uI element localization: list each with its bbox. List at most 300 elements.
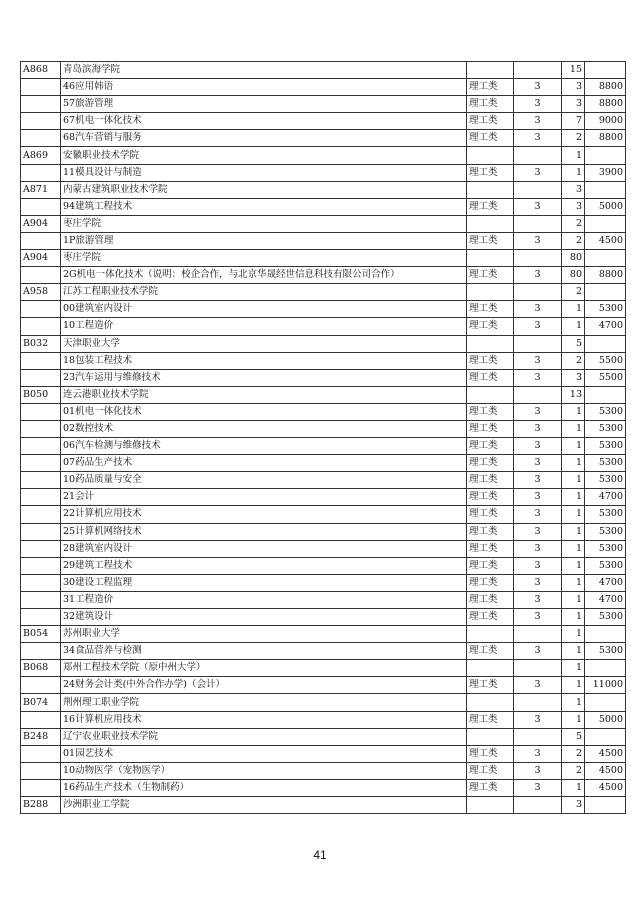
school-major-name-cell: 31工程造价 xyxy=(61,591,467,608)
tuition-fee-cell: 5300 xyxy=(585,403,626,420)
table-row-school xyxy=(21,694,626,711)
plan-count-cell: 5 xyxy=(562,728,585,745)
tuition-fee-cell: 5500 xyxy=(585,352,626,369)
table-row-major xyxy=(21,643,626,660)
table-row-major xyxy=(21,113,626,130)
tuition-fee-cell: 4500 xyxy=(585,232,626,249)
tuition-fee-cell: 5000 xyxy=(585,198,626,215)
study-years-cell: 3 xyxy=(514,352,562,369)
school-major-name-cell: 江苏工程职业技术学院 xyxy=(61,284,467,301)
table-row-school xyxy=(21,284,626,301)
category-cell: 理工类 xyxy=(467,113,514,130)
study-years-cell: 3 xyxy=(514,506,562,523)
school-code-cell xyxy=(21,591,61,608)
table-row-school xyxy=(21,335,626,352)
school-code-cell: A871 xyxy=(21,181,61,198)
school-code-cell xyxy=(21,762,61,779)
study-years-cell: 3 xyxy=(514,591,562,608)
tuition-fee-cell: 5300 xyxy=(585,523,626,540)
tuition-fee-cell: 4500 xyxy=(585,745,626,762)
category-cell: 理工类 xyxy=(467,472,514,489)
category-cell: 理工类 xyxy=(467,318,514,335)
plan-count-cell: 1 xyxy=(562,591,585,608)
study-years-cell xyxy=(514,797,562,814)
school-major-name-cell: 06汽车检测与维修技术 xyxy=(61,438,467,455)
study-years-cell xyxy=(514,284,562,301)
school-major-name-cell: 01园艺技术 xyxy=(61,745,467,762)
school-major-name-cell: 22计算机应用技术 xyxy=(61,506,467,523)
school-code-cell xyxy=(21,643,61,660)
category-cell: 理工类 xyxy=(467,489,514,506)
school-major-name-cell: 00建筑室内设计 xyxy=(61,301,467,318)
table-row-major xyxy=(21,472,626,489)
school-major-name-cell: 34食品营养与检测 xyxy=(61,643,467,660)
table-row-major xyxy=(21,96,626,113)
school-code-cell xyxy=(21,489,61,506)
tuition-fee-cell xyxy=(585,335,626,352)
school-code-cell xyxy=(21,711,61,728)
tuition-fee-cell xyxy=(585,694,626,711)
tuition-fee-cell: 5300 xyxy=(585,438,626,455)
school-major-name-cell: 10药品质量与安全 xyxy=(61,472,467,489)
plan-count-cell: 1 xyxy=(562,455,585,472)
plan-count-cell: 1 xyxy=(562,660,585,677)
school-code-cell xyxy=(21,609,61,626)
school-major-name-cell: 23汽车运用与维修技术 xyxy=(61,369,467,386)
school-code-cell xyxy=(21,677,61,694)
category-cell: 理工类 xyxy=(467,164,514,181)
category-cell xyxy=(467,250,514,267)
school-major-name-cell: 68汽车营销与服务 xyxy=(61,130,467,147)
study-years-cell: 3 xyxy=(514,745,562,762)
school-code-cell: B032 xyxy=(21,335,61,352)
table-row-school xyxy=(21,62,626,79)
plan-count-cell: 1 xyxy=(562,694,585,711)
category-cell: 理工类 xyxy=(467,301,514,318)
study-years-cell: 3 xyxy=(514,369,562,386)
plan-count-cell: 3 xyxy=(562,198,585,215)
tuition-fee-cell: 3900 xyxy=(585,164,626,181)
category-cell: 理工类 xyxy=(467,369,514,386)
plan-count-cell: 1 xyxy=(562,164,585,181)
study-years-cell: 3 xyxy=(514,523,562,540)
tuition-fee-cell xyxy=(585,62,626,79)
study-years-cell: 3 xyxy=(514,762,562,779)
study-years-cell xyxy=(514,660,562,677)
school-code-cell: B054 xyxy=(21,626,61,643)
school-major-name-cell: 1P旅游管理 xyxy=(61,232,467,249)
school-major-name-cell: 30建设工程监理 xyxy=(61,574,467,591)
tuition-fee-cell: 4700 xyxy=(585,489,626,506)
study-years-cell: 3 xyxy=(514,198,562,215)
table-row-school xyxy=(21,215,626,232)
school-major-name-cell: 02数控技术 xyxy=(61,420,467,437)
table-row-major xyxy=(21,506,626,523)
school-major-name-cell: 16计算机应用技术 xyxy=(61,711,467,728)
plan-count-cell: 2 xyxy=(562,215,585,232)
plan-count-cell: 1 xyxy=(562,420,585,437)
school-code-cell xyxy=(21,232,61,249)
school-code-cell: A868 xyxy=(21,62,61,79)
category-cell xyxy=(467,62,514,79)
category-cell: 理工类 xyxy=(467,677,514,694)
plan-count-cell: 3 xyxy=(562,96,585,113)
school-major-name-cell: 沙洲职业工学院 xyxy=(61,797,467,814)
table-row-major xyxy=(21,403,626,420)
table-row-major xyxy=(21,301,626,318)
study-years-cell: 3 xyxy=(514,711,562,728)
tuition-fee-cell: 5300 xyxy=(585,472,626,489)
category-cell: 理工类 xyxy=(467,711,514,728)
plan-count-cell: 1 xyxy=(562,574,585,591)
plan-count-cell: 3 xyxy=(562,79,585,96)
plan-count-cell: 13 xyxy=(562,386,585,403)
table-row-major xyxy=(21,745,626,762)
school-code-cell xyxy=(21,420,61,437)
tuition-fee-cell: 4700 xyxy=(585,591,626,608)
school-major-name-cell: 32建筑设计 xyxy=(61,609,467,626)
school-major-name-cell: 安徽职业技术学院 xyxy=(61,147,467,164)
school-code-cell xyxy=(21,113,61,130)
study-years-cell: 3 xyxy=(514,643,562,660)
school-code-cell xyxy=(21,198,61,215)
category-cell: 理工类 xyxy=(467,232,514,249)
category-cell: 理工类 xyxy=(467,643,514,660)
plan-count-cell: 2 xyxy=(562,745,585,762)
study-years-cell: 3 xyxy=(514,557,562,574)
study-years-cell: 3 xyxy=(514,301,562,318)
table-row-school xyxy=(21,660,626,677)
category-cell xyxy=(467,626,514,643)
plan-count-cell: 5 xyxy=(562,335,585,352)
school-major-name-cell: 01机电一体化技术 xyxy=(61,403,467,420)
school-code-cell xyxy=(21,506,61,523)
school-code-cell xyxy=(21,96,61,113)
study-years-cell: 3 xyxy=(514,232,562,249)
plan-count-cell: 1 xyxy=(562,557,585,574)
study-years-cell xyxy=(514,147,562,164)
table-row-major xyxy=(21,318,626,335)
study-years-cell: 3 xyxy=(514,438,562,455)
table-row-major xyxy=(21,609,626,626)
tuition-fee-cell xyxy=(585,797,626,814)
plan-count-cell: 15 xyxy=(562,62,585,79)
tuition-fee-cell xyxy=(585,284,626,301)
tuition-fee-cell: 5300 xyxy=(585,540,626,557)
tuition-fee-cell: 5300 xyxy=(585,420,626,437)
tuition-fee-cell: 4500 xyxy=(585,762,626,779)
table-row-major xyxy=(21,267,626,284)
category-cell: 理工类 xyxy=(467,420,514,437)
school-major-name-cell: 枣庄学院 xyxy=(61,215,467,232)
category-cell: 理工类 xyxy=(467,591,514,608)
school-code-cell: A904 xyxy=(21,250,61,267)
school-code-cell xyxy=(21,352,61,369)
tuition-fee-cell: 4500 xyxy=(585,779,626,796)
table-row-major xyxy=(21,198,626,215)
category-cell: 理工类 xyxy=(467,523,514,540)
category-cell: 理工类 xyxy=(467,574,514,591)
tuition-fee-cell xyxy=(585,626,626,643)
category-cell xyxy=(467,728,514,745)
school-major-name-cell: 2G机电一体化技术（说明：校企合作，与北京华晟经世信息科技有限公司合作） xyxy=(61,267,467,284)
tuition-fee-cell xyxy=(585,386,626,403)
table-body xyxy=(21,62,626,814)
tuition-fee-cell xyxy=(585,728,626,745)
school-code-cell xyxy=(21,745,61,762)
school-code-cell xyxy=(21,164,61,181)
school-code-cell xyxy=(21,267,61,284)
study-years-cell: 3 xyxy=(514,609,562,626)
category-cell xyxy=(467,694,514,711)
tuition-fee-cell: 5300 xyxy=(585,506,626,523)
category-cell: 理工类 xyxy=(467,455,514,472)
school-major-name-cell: 21会计 xyxy=(61,489,467,506)
tuition-fee-cell: 8800 xyxy=(585,79,626,96)
tuition-fee-cell xyxy=(585,660,626,677)
school-code-cell xyxy=(21,79,61,96)
tuition-fee-cell xyxy=(585,215,626,232)
category-cell xyxy=(467,797,514,814)
category-cell: 理工类 xyxy=(467,403,514,420)
table-row-school xyxy=(21,147,626,164)
tuition-fee-cell: 8800 xyxy=(585,96,626,113)
category-cell: 理工类 xyxy=(467,438,514,455)
category-cell: 理工类 xyxy=(467,762,514,779)
category-cell: 理工类 xyxy=(467,96,514,113)
school-major-name-cell: 18包装工程技术 xyxy=(61,352,467,369)
tuition-fee-cell: 8800 xyxy=(585,130,626,147)
school-code-cell: A904 xyxy=(21,215,61,232)
plan-count-cell: 3 xyxy=(562,369,585,386)
plan-count-cell: 1 xyxy=(562,779,585,796)
study-years-cell: 3 xyxy=(514,267,562,284)
tuition-fee-cell: 8800 xyxy=(585,267,626,284)
plan-count-cell: 1 xyxy=(562,711,585,728)
table-row-major xyxy=(21,164,626,181)
plan-count-cell: 1 xyxy=(562,318,585,335)
plan-count-cell: 1 xyxy=(562,489,585,506)
table-row-major xyxy=(21,420,626,437)
plan-count-cell: 1 xyxy=(562,626,585,643)
school-code-cell xyxy=(21,540,61,557)
category-cell xyxy=(467,660,514,677)
table-row-school xyxy=(21,626,626,643)
table-row-major xyxy=(21,455,626,472)
study-years-cell: 3 xyxy=(514,489,562,506)
school-code-cell: A869 xyxy=(21,147,61,164)
study-years-cell: 3 xyxy=(514,779,562,796)
school-major-name-cell: 10动物医学（宠物医学） xyxy=(61,762,467,779)
plan-count-cell: 3 xyxy=(562,797,585,814)
school-code-cell: A958 xyxy=(21,284,61,301)
study-years-cell xyxy=(514,626,562,643)
category-cell: 理工类 xyxy=(467,779,514,796)
table-row-major xyxy=(21,779,626,796)
school-major-name-cell: 25计算机网络技术 xyxy=(61,523,467,540)
table-row-major xyxy=(21,711,626,728)
school-major-name-cell: 10工程造价 xyxy=(61,318,467,335)
category-cell: 理工类 xyxy=(467,79,514,96)
school-major-name-cell: 连云港职业技术学院 xyxy=(61,386,467,403)
category-cell: 理工类 xyxy=(467,130,514,147)
plan-count-cell: 1 xyxy=(562,523,585,540)
page-number: 41 xyxy=(313,848,327,862)
table-row-major xyxy=(21,352,626,369)
plan-count-cell: 2 xyxy=(562,232,585,249)
plan-count-cell: 2 xyxy=(562,130,585,147)
table-row-major xyxy=(21,677,626,694)
study-years-cell: 3 xyxy=(514,540,562,557)
category-cell xyxy=(467,181,514,198)
school-code-cell xyxy=(21,403,61,420)
tuition-fee-cell: 5300 xyxy=(585,301,626,318)
table-row-school xyxy=(21,797,626,814)
study-years-cell: 3 xyxy=(514,113,562,130)
study-years-cell xyxy=(514,250,562,267)
plan-count-cell: 3 xyxy=(562,181,585,198)
plan-count-cell: 7 xyxy=(562,113,585,130)
tuition-fee-cell: 5300 xyxy=(585,557,626,574)
study-years-cell: 3 xyxy=(514,472,562,489)
category-cell: 理工类 xyxy=(467,609,514,626)
school-major-name-cell: 11模具设计与制造 xyxy=(61,164,467,181)
study-years-cell xyxy=(514,728,562,745)
school-code-cell xyxy=(21,779,61,796)
school-major-name-cell: 16药品生产技术（生物制药） xyxy=(61,779,467,796)
table-row-school xyxy=(21,250,626,267)
school-major-name-cell: 内蒙古建筑职业技术学院 xyxy=(61,181,467,198)
table-row-major xyxy=(21,438,626,455)
plan-count-cell: 80 xyxy=(562,250,585,267)
tuition-fee-cell: 5300 xyxy=(585,643,626,660)
study-years-cell: 3 xyxy=(514,574,562,591)
school-major-name-cell: 枣庄学院 xyxy=(61,250,467,267)
study-years-cell: 3 xyxy=(514,403,562,420)
school-code-cell xyxy=(21,369,61,386)
plan-count-cell: 1 xyxy=(562,438,585,455)
school-code-cell xyxy=(21,574,61,591)
plan-count-cell: 1 xyxy=(562,643,585,660)
plan-count-cell: 1 xyxy=(562,301,585,318)
study-years-cell: 3 xyxy=(514,96,562,113)
tuition-fee-cell: 5000 xyxy=(585,711,626,728)
study-years-cell xyxy=(514,215,562,232)
school-major-name-cell: 荆州理工职业学院 xyxy=(61,694,467,711)
tuition-fee-cell: 4700 xyxy=(585,574,626,591)
plan-count-cell: 80 xyxy=(562,267,585,284)
category-cell: 理工类 xyxy=(467,352,514,369)
tuition-fee-cell: 5500 xyxy=(585,369,626,386)
school-code-cell: B050 xyxy=(21,386,61,403)
category-cell xyxy=(467,335,514,352)
plan-count-cell: 1 xyxy=(562,506,585,523)
tuition-fee-cell: 11000 xyxy=(585,677,626,694)
school-code-cell xyxy=(21,301,61,318)
school-major-name-cell: 46应用韩语 xyxy=(61,79,467,96)
table-row-school xyxy=(21,181,626,198)
tuition-fee-cell xyxy=(585,147,626,164)
school-major-name-cell: 28建筑室内设计 xyxy=(61,540,467,557)
table-row-major xyxy=(21,557,626,574)
category-cell xyxy=(467,284,514,301)
plan-count-cell: 1 xyxy=(562,677,585,694)
study-years-cell: 3 xyxy=(514,318,562,335)
plan-count-cell: 2 xyxy=(562,284,585,301)
study-years-cell: 3 xyxy=(514,677,562,694)
school-code-cell: B068 xyxy=(21,660,61,677)
table-row-school xyxy=(21,728,626,745)
school-code-cell: B074 xyxy=(21,694,61,711)
tuition-fee-cell: 5300 xyxy=(585,609,626,626)
tuition-fee-cell: 4700 xyxy=(585,318,626,335)
school-major-name-cell: 天津职业大学 xyxy=(61,335,467,352)
table-row-major xyxy=(21,489,626,506)
plan-count-cell: 1 xyxy=(562,472,585,489)
category-cell: 理工类 xyxy=(467,540,514,557)
tuition-fee-cell xyxy=(585,181,626,198)
school-major-name-cell: 青岛滨海学院 xyxy=(61,62,467,79)
study-years-cell: 3 xyxy=(514,420,562,437)
school-code-cell xyxy=(21,472,61,489)
table-row-major xyxy=(21,369,626,386)
school-code-cell xyxy=(21,438,61,455)
study-years-cell: 3 xyxy=(514,455,562,472)
school-major-name-cell: 07药品生产技术 xyxy=(61,455,467,472)
school-major-name-cell: 94建筑工程技术 xyxy=(61,198,467,215)
plan-count-cell: 2 xyxy=(562,352,585,369)
study-years-cell: 3 xyxy=(514,79,562,96)
study-years-cell: 3 xyxy=(514,164,562,181)
tuition-fee-cell xyxy=(585,250,626,267)
tuition-fee-cell: 5300 xyxy=(585,455,626,472)
category-cell: 理工类 xyxy=(467,198,514,215)
plan-count-cell: 1 xyxy=(562,540,585,557)
plan-count-cell: 1 xyxy=(562,147,585,164)
school-major-name-cell: 57旅游管理 xyxy=(61,96,467,113)
school-code-cell: B248 xyxy=(21,728,61,745)
table-row-major xyxy=(21,523,626,540)
plan-count-cell: 1 xyxy=(562,609,585,626)
school-code-cell xyxy=(21,130,61,147)
school-code-cell xyxy=(21,523,61,540)
study-years-cell xyxy=(514,62,562,79)
school-code-cell xyxy=(21,318,61,335)
tuition-fee-cell: 9000 xyxy=(585,113,626,130)
table-row-major xyxy=(21,79,626,96)
school-major-name-cell: 郑州工程技术学院（原中州大学） xyxy=(61,660,467,677)
school-major-name-cell: 24财务会计类(中外合作办学)（会计） xyxy=(61,677,467,694)
school-major-name-cell: 辽宁农业职业技术学院 xyxy=(61,728,467,745)
category-cell xyxy=(467,215,514,232)
study-years-cell xyxy=(514,335,562,352)
study-years-cell xyxy=(514,181,562,198)
category-cell: 理工类 xyxy=(467,745,514,762)
category-cell xyxy=(467,147,514,164)
table-row-major xyxy=(21,762,626,779)
table-row-major xyxy=(21,591,626,608)
plan-count-cell: 2 xyxy=(562,762,585,779)
school-code-cell xyxy=(21,455,61,472)
school-major-name-cell: 29建筑工程技术 xyxy=(61,557,467,574)
enrollment-plan-table xyxy=(20,61,626,814)
school-major-name-cell: 苏州职业大学 xyxy=(61,626,467,643)
school-major-name-cell: 67机电一体化技术 xyxy=(61,113,467,130)
plan-count-cell: 1 xyxy=(562,403,585,420)
school-code-cell: B288 xyxy=(21,797,61,814)
study-years-cell xyxy=(514,694,562,711)
table-row-major xyxy=(21,130,626,147)
